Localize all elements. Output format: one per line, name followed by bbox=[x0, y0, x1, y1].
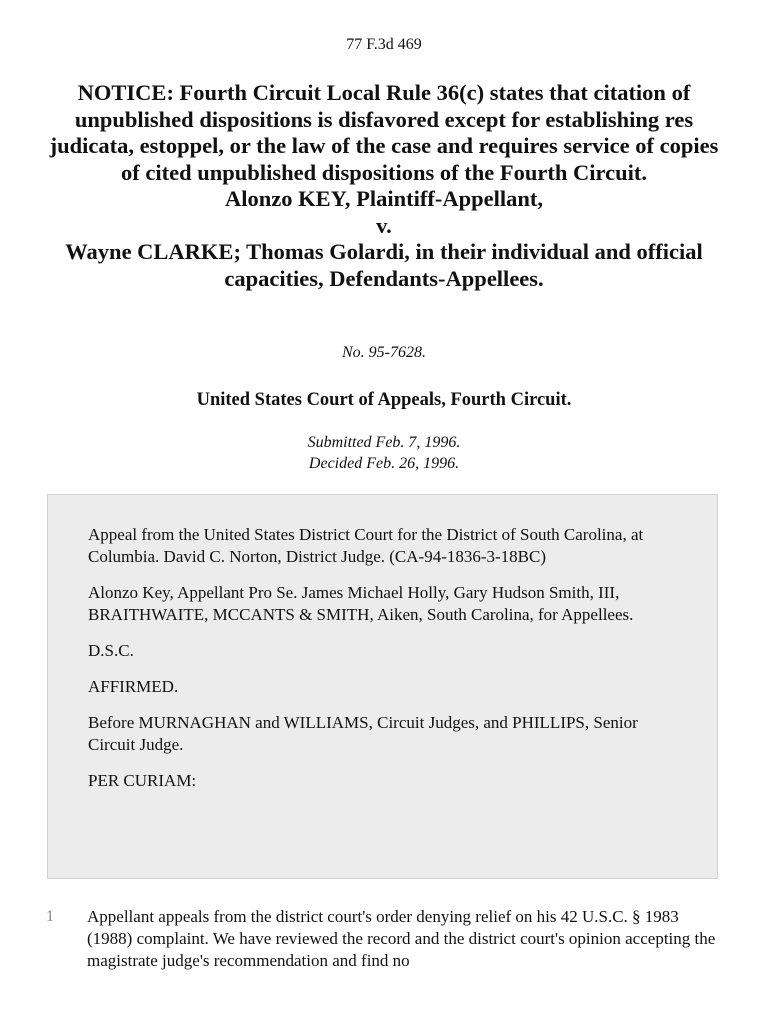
case-dates bbox=[0, 432, 768, 474]
panel-info: Before MURNAGHAN and WILLIAMS, Circuit Judges, and PHILLIPS, Senior Circuit Judge. bbox=[88, 713, 638, 754]
reporter-citation: 77 F.3d 469 bbox=[346, 36, 422, 53]
disposition: AFFIRMED. bbox=[88, 677, 179, 696]
decided-date: Decided Feb. 26, 1996. bbox=[308, 455, 460, 472]
case-caption bbox=[40, 80, 728, 292]
docket-number: No. 95-7628. bbox=[342, 344, 426, 361]
plaintiff-name: Alonzo KEY, Plaintiff-Appellant, bbox=[225, 186, 543, 211]
opinion-type: PER CURIAM: bbox=[88, 771, 197, 790]
case-info-content bbox=[88, 524, 686, 806]
defendants-name: Wayne CLARKE; Thomas Golardi, in their individual and official capacities, Defendants-Appellees. bbox=[65, 239, 703, 291]
counsel-info: Alonzo Key, Appellant Pro Se. James Michael Holly, Gary Hudson Smith, III, BRAITHWAITE, MCCANTS & SMITH, Aiken, South Carolina, for Appellees. bbox=[88, 583, 634, 624]
paragraph-text: Appellant appeals from the district court's order denying relief on his 42 U.S.C. § 1983 (1988) complaint. We have reviewed the record and the district court's opinion accepting the magistrate judge's recommendation and find no bbox=[87, 907, 716, 970]
notice-text: NOTICE: Fourth Circuit Local Rule 36(c) states that citation of unpublished dispositions is disfavored except for establishing res judicata, estoppel, or the law of the case and requires service of copies of cited unpublished dispositions of the Fourth Circuit. bbox=[49, 80, 719, 185]
case-info-box bbox=[47, 494, 718, 879]
versus-text: v. bbox=[376, 212, 392, 238]
paragraph-number: 1 bbox=[46, 908, 54, 925]
submitted-date: Submitted Feb. 7, 1996. bbox=[307, 434, 461, 451]
lower-court: D.S.C. bbox=[88, 641, 134, 660]
court-name: United States Court of Appeals, Fourth Circuit. bbox=[196, 390, 572, 410]
appeal-info: Appeal from the United States District Court for the District of South Carolina, at Columbia. David C. Norton, District Judge. (CA-94-1836-3-18BC) bbox=[88, 525, 644, 566]
